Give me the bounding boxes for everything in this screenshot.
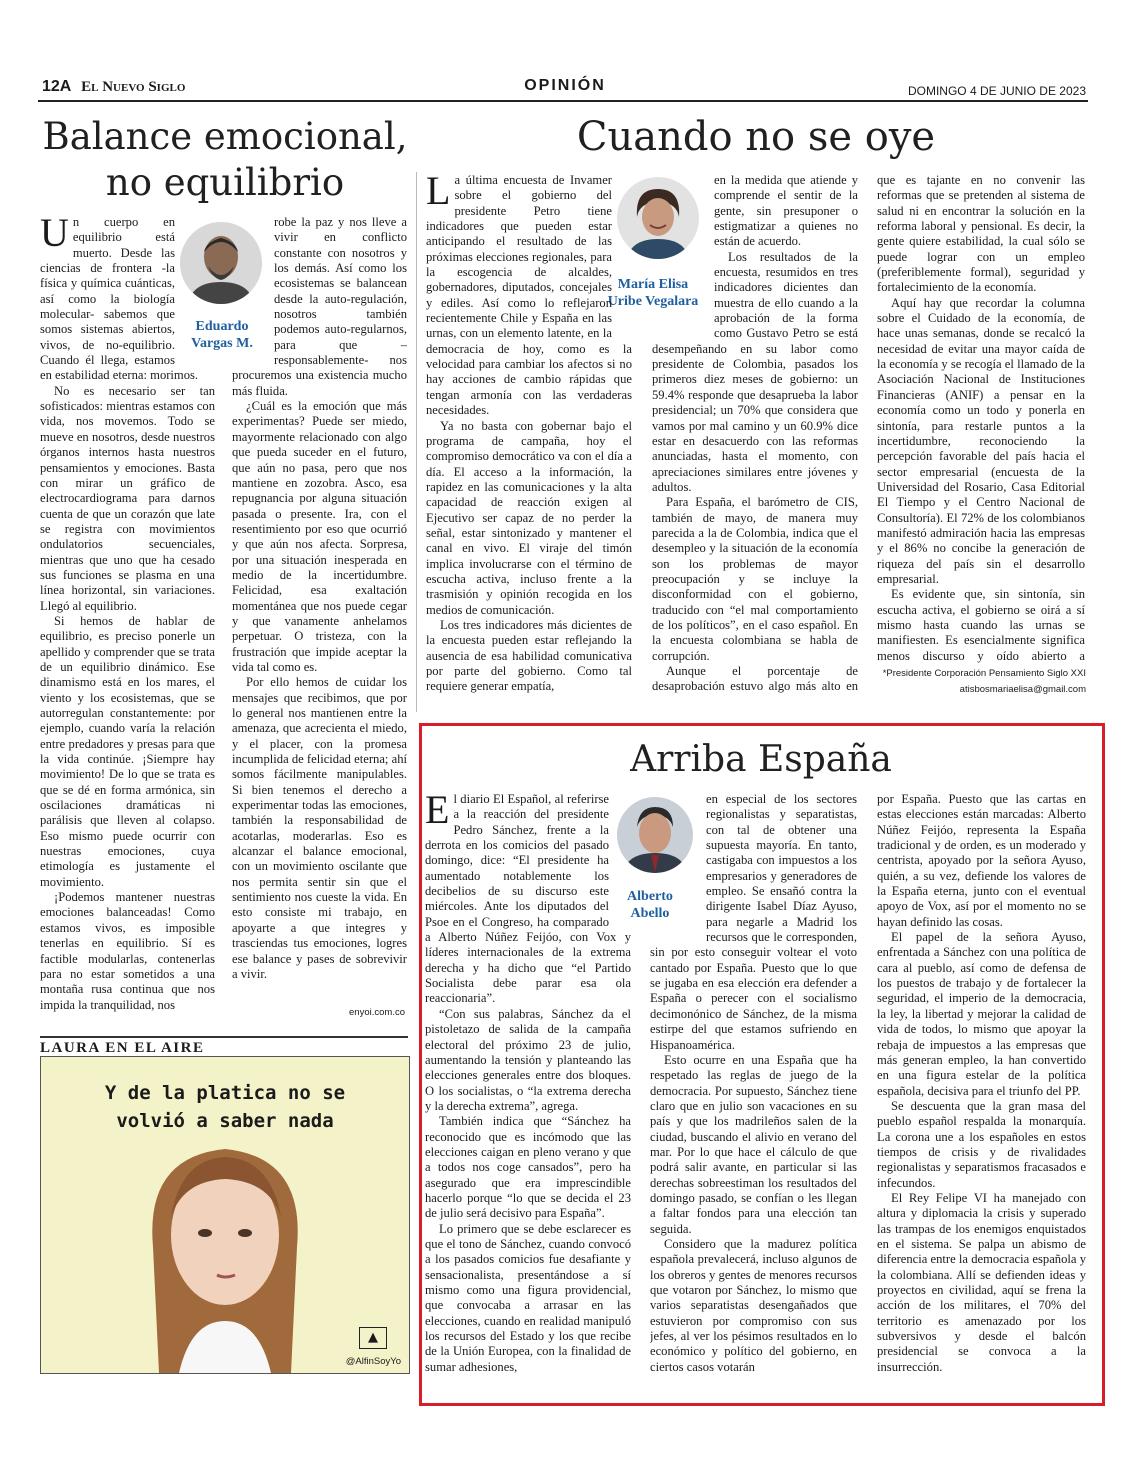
article3-column1 [425,792,631,1392]
article1-paragraph: ¡Podemos mantener nuestras emociones balanceadas! Como estamos vivos, es imposible tenerlas en equilibrio. Sí es factible modularlas, contenerlas para no estar sometidos a una montaña rusa continua que nos impida la tranquilidad, nos [40,890,215,1012]
author-first-name: María Elisa [617,277,689,292]
article3-paragraph: por España. Puesto que las cartas en estas elecciones están marcadas: Alberto Núñez Feijóo, representa la España tradicional y de orden, es un moderado y centrista, apoyado por la señora Ayuso, quién, a su vez, defiende los valores de la España eterna, junto con el eventual apoyo de Vox, así por el momento no se hayan definido las cosas. [877,792,1086,929]
article3-paragraph: Considero que la madurez política española prevalecerá, incluso algunos de los obreros y gentes de menores recursos que votaron por Sánchez, lo mismo que varios separatistas desengañados que estuvieron por compromiso con sus jefes, al ver los pésimos resultados en lo económico y político del gobierno, en ciertos casos votarán [650,1236,857,1374]
comic-header [40,1036,408,1057]
section-name: OPINIÓN [524,77,606,94]
page-header-left [42,78,185,96]
article2-column3 [877,173,1085,663]
issue-date: DOMINGO 4 DE JUNIO DE 2023 [907,84,1086,98]
drop-cap: E [425,792,450,832]
article1-title-line1: Balance emocional, [42,115,408,158]
article2-column2 [652,173,858,693]
comic-title: LAURA EN EL AIRE [40,1040,205,1056]
article1-title [40,114,410,206]
author-last-name: Abello [630,906,670,921]
article1-column1 [40,215,215,1020]
article1-paragraph: No es necesario ser tan sofisticados: mientras estamos con vida, nos movemos. Todo se mueve en nosotros, desde nuestros órganos internos hasta nuestros pensamientos y emociones. Basta con mirar un gráfico de electrocardiograma para darnos cuenta de que un corazón que late se registra con movimientos ondulatorios secuenciales, mientras que uno que ha cesado sus funciones se plasma en una línea horizontal, sin variaciones. Llegó al equilibrio. [40,383,215,613]
article3-paragraph: El papel de la señora Ayuso, enfrentada a Sánchez con una política de cara al pueblo, así como de defensa de los puestos de trabajo y de fortalecer la seguridad, el imperio de la democracia, la ley, la libertad y mejorar la calidad de vida de todos, lo mismo que apoyar la rebaja de impuestos a las empresas que más generan empleo, la han convertido en una figura estelar de la política española, decisiva para el triunfo del PP. [877,930,1086,1098]
author-last-name: Vargas M. [191,336,253,351]
article2-author-email[interactable]: atisbosmariaelisa@gmail.com [959,684,1086,695]
photo-wrap-space [652,173,714,333]
photo-wrap-space [612,173,632,333]
article3-paragraph: l diario El Español, al referirse a la reacción del presidente Pedro Sánchez, frente a la derrota en los comicios del pasado domingo, dice: “El presidente ha aumentado notablemente los decibelios de su discurso este miércoles. Ante los diputados del Psoe en el Congreso, ha comparado a Alberto Núñez Feijóo, con Vox y líderes internacionales de la extrema derecha y ha dicho que “el Partido Socialista debe parar esa ola reaccionaria”. [425,792,631,1006]
article2-paragraph: Ya no basta con gobernar bajo el programa de campaña, hoy el compromiso democrático va con el día a día. El acceso a la información, la rapidez en las comunicaciones y la alta capacidad de reacción exigen al Ejecutivo ser capaz de no perder la señal, estar sintonizado y mantener el canal en vivo. El viraje del timón implica involucrarse con el término de escucha activa, incluso frente a la trasmisión y opinión recogida en los medios de comunicación. [426,418,632,617]
article1-paragraph: robe la paz y nos lleve a vivir en conflicto constante con nosotros y los demás. Así como los ecosistemas se balancean desde la auto-regulación, nosotros también podemos auto-regularnos, para que –responsablemente- nos procuremos una existencia mucho más fluida. [232,215,407,398]
article1-paragraph: Por ello hemos de cuidar los mensajes que recibimos, que por lo general nos mantienen entre la amenaza, que acrecienta el miedo, y el placer, con la promesa incumplida de felicidad eterna; ahí somos fácilmente manipulables. Si bien tenemos el derecho a experimentar todas las emociones, también la responsabilidad de acotarlas, moderarlas. Eso es alcanzar el balance emocional, con un movimiento oscilante que nos permita sentir sin que el sentimiento nos cueste la vida. En esto consiste mi trabajo, en apoyarte a que integres y trasciendas tus emociones, logres ese balance y pases de sobrevivir a vivir. [232,675,407,981]
article2-paragraph: en la medida que atiende y comprende el sentir de la gente, sin presuponer o estigmatizar a quienes no están de acuerdo. [714,173,858,249]
author-last-name: Uribe Vegalara [607,294,699,309]
newspaper-name: El Nuevo Siglo [81,79,186,95]
article2-paragraph: Es evidente que, sin sintonía, sin escucha activa, el gobierno se oirá a sí mismo hasta cuando las urnas se manifiesten. Es esencialmente significa menos discurso y oído abierto a [877,587,1085,663]
article1-paragraph: Si hemos de hablar de equilibrio, es preciso ponerle un apellido y comprender que se trata de un equilibrio dinámico. Ese dinamismo está en los mares, el viento y los ecosistemas, que se autorregulan constantemente: por ejemplo, cuando varía la relación entre predadores y presas para que la vida continúe. ¡Siempre hay movimiento! De lo que se trata es que se dé en forma armónica, sin oscilaciones dramáticas ni parálisis que lleven al colapso. Eso mismo puede ocurrir con nuestras emociones, cuya etimología es justamente el movimiento. [40,613,215,889]
author-first-name: Eduardo [195,319,249,334]
article2-paragraph: Aquí hay que recordar la columna sobre el Cuidado de la economía, de hace unas semanas, donde se recalcó la necesidad de evitar una mayor caída de la economía y se recogía el llamado de la Asociación Nacional de Instituciones Financieras (ANIF) a pensar en la economía como un todo y ponerla en sintonía, para restarle puntos a la incertidumbre, reconociendo la percepción favorable del país hacia el sector empresarial (encuesta de la Universidad del Rosario, Casa Editorial El Tiempo y el Centro Nacional de Consultoría). El 72% de los colombianos manifestó admiración hacia las empresas y el 86% no concibe la generación de riqueza del país sin el desarrollo empresarial. [877,295,1085,586]
article3-paragraph: Esto ocurre en una España que ha respetado las reglas de juego de la democracia. Por supuesto, Sánchez tiene claro que en julio son vacaciones en su país y que los madrileños salen de la ciudad, buscando el alivio en verano del mar. Por lo que hace el cálculo de que podrá salir avante, en particular si las derechas sobreestiman los resultados del domingo pasado, se confían o les llegan a faltar fondos para una elección tan seguida. [650,1052,857,1236]
photo-wrap-space [232,215,274,357]
photo-wrap-space [650,792,706,942]
article2-column1 [426,173,632,693]
article2-author-note: *Presidente Corporación Pensamiento Siglo XXI [882,668,1086,679]
article1-column2 [232,215,407,1015]
comic-caption-line2: volvió a saber nada [116,1110,334,1132]
article2-paragraph: Para España, el barómetro de CIS, también de mayo, de manera muy parecida a la de Colombia, indica que el desempleo y la situación de la economía son los problemas de mayor preocupación y se incluye la disconformidad con el gobierno, traducido con “el mal comportamiento de los políticos”, en el caso español. En la encuesta colombiana se habla de corrupción. [652,495,858,663]
woman-illustration [41,1057,409,1373]
comic-credit: @AlfinSoyYo [345,1356,401,1367]
article1-footer-site: enyoi.com.co [349,1007,405,1018]
article2-title: Cuando no se oye [576,114,936,160]
article2-paragraph: Los resultados de la encuesta, resumidos en tres indicadores dicientes dan muestra de ello cuando a la aprobación de la forma como Gustavo Petro se está desempeñando en su labor como presidente de Colombia, pasados los primeros diez meses de gobierno: un 59.4% responde que desaprueba la labor presidencial; un 70% que considera que vamos por mal camino y un 60.9% dice estar en desacuerdo con las reformas anunciadas, hasta el momento, con apreciaciones similares entre jóvenes y adultos. [652,249,858,494]
article2-paragraph: que es tajante en no convenir las reformas que se pretenden al sistema de salud ni en encontrar la solución en la reforma laboral y pensional. Es decir, la gente quiere estabilidad, la cual sólo se puede lograr con un empleo (preferiblemente formal), seguridad y fortalecimiento de la economía. [877,173,1085,295]
article2-paragraph: a última encuesta de Invamer sobre el gobierno del presidente Petro tiene indicadores que pueden estar anticipando el resultado de las próximas elecciones regionales, para la escogencia de alcaldes, gobernadores, diputados, concejales y ediles. Así como lo reflejaron recientemente Chile y España en las urnas, con un elemento latente, en la democracia de hoy, como es la velocidad para cambiar los afectos si no hay acciones de cambio rápidas que tengan armonía con las verdaderas necesidades. [426,173,632,418]
article2-paragraph: Aunque el porcentaje de desaprobación estuvo algo más alto en [652,664,858,693]
drop-cap: U [40,215,69,255]
photo-wrap-space [175,215,215,357]
comic-logo-icon: ▲ [359,1327,387,1349]
photo-wrap-space [609,792,631,924]
article3-paragraph: También indica que “Sánchez ha reconocido que es incómodo que las elecciones caigan en pleno verano y que a todos nos coge cansados”, pero ha asegurado que era imprescindible hacerlo porque “lo que se decida el 23 de julio será decisivo para España”. [425,1114,631,1221]
article1-title-line2: no equilibrio [105,161,345,204]
article3-paragraph: Lo primero que se debe esclarecer es que el tono de Sánchez, cuando convocó a los pasados comicios fue desafiante y sensacionalista, presentándose a sí mismo como una figura providencial, que convocaba a arrasar en las elecciones, cuando en realidad manipuló los recursos del Estado y los que recibe de la Unión Europea, con la finalidad de sumar adhesiones, [425,1221,631,1374]
article2-paragraph: Los tres indicadores más dicientes de la encuesta pueden estar reflejando la ausencia de esa habilidad comunicativa por parte del gobierno. Como tal requiere generar empatía, [426,617,632,693]
article1-paragraph: n cuerpo en equilibrio está muerto. Desde las ciencias de frontera -la física y química cuánticas, así como la biología molecular- sabemos que somos sistemas abiertos, vivos, de no-equilibrio. Cuando él llega, estamos en estabilidad eterna: morimos. [40,215,199,383]
comic-caption-line1: Y de la platica no se [104,1082,346,1104]
article3-paragraph: en especial de los sectores regionalistas y separatistas, con tal de obtener una supuesta mayoría. En tanto, castigaba con impuestos a los empresarios y generadores de empleo. Se ensañó contra la dirigente Isabel Díaz Ayuso, para negarle a Madrid los recursos que le corresponden, sin por esto conseguir voltear el voto cantado por España. Puesto que lo que se jugaba en esa elección era defender a España o perecer con el socialismo decimonónico de Sánchez, de la misma estirpe del que estamos sufriendo en Hispanoamérica. [650,792,857,1052]
author-first-name: Alberto [627,889,673,904]
article3-column3 [877,792,1086,1392]
column-divider [416,172,417,712]
article3-paragraph: “Con sus palabras, Sánchez da el pistoletazo de salida de la campaña electoral del próximo 23 de julio, aumentando la tensión y planteando las elecciones generales entre dos bloques. O los socialistas, o “la extrema derecha y la derecha extrema”, agrega. [425,1006,631,1113]
comic-panel [40,1056,410,1374]
article3-paragraph: El Rey Felipe VI ha manejado con altura y diplomacia la crisis y superado las trampas de los enemigos enquistados en el sistema. Se palpa un abismo de diferencia entre la democracia española y la colombiana. Allí se defienden ideas y proyectos en civilidad, aquí se frena la acción de los militares, el 70% del territorio es amenazado por los subversivos y desde el balcón presidencial se convoca a la insurrección. [877,1190,1086,1374]
article1-paragraph: ¿Cuál es la emoción que más experimentas? Puede ser miedo, mayormente relacionado con algo que pueda suceder en el futuro, que aún no pasa, pero que nos mantiene en zozobra. Asco, esa repugnancia por alguna situación pasada o presente. Ira, con el resentimiento por eso que ocurrió y que aún nos afecta. Sorpresa, por una situación inesperada en medio de la incertidumbre. Felicidad, esa exaltación momentánea que nos puede cegar y que vanamente anhelamos perpetuar. O tristeza, con la frustración que impide aceptar la vida tal como es. [232,399,407,674]
article3-title: Arriba España [630,739,892,780]
header-rule [38,100,1088,102]
page-number: 12A [42,78,72,95]
drop-cap: L [426,173,451,213]
article3-paragraph: Se descuenta que la gran masa del pueblo español respalda la monarquía. La corona une a los españoles en estos tiempos de crisis y de rivalidades regionalistas y separatismos fracasados e infecundos. [877,1098,1086,1190]
article3-column2 [650,792,857,1392]
